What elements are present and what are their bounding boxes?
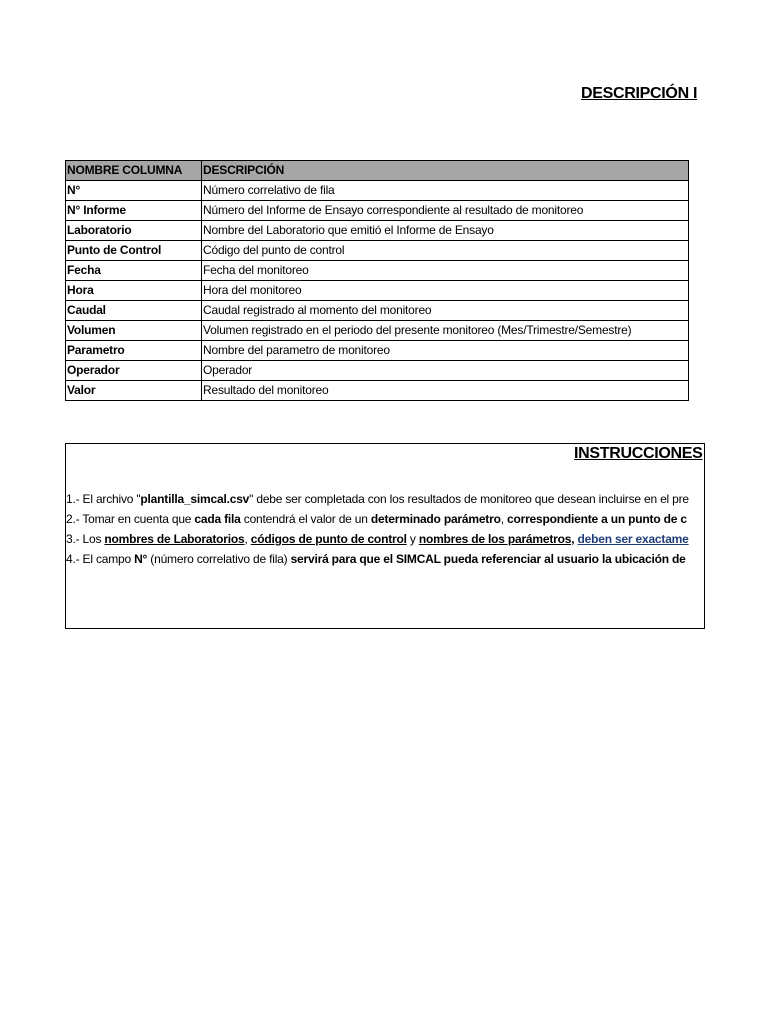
instruction-line-3 [66, 532, 689, 546]
column-description-cell: Fecha del monitoreo [202, 261, 689, 281]
instruction-line-4 [66, 552, 686, 566]
column-name-cell: Caudal [66, 301, 202, 321]
column-name-cell: N° Informe [66, 201, 202, 221]
instruction-text: 3.- Los [66, 532, 105, 546]
column-description-cell: Hora del monitoreo [202, 281, 689, 301]
header-nombre-columna: NOMBRE COLUMNA [66, 161, 202, 181]
instruction-emphasis: correspondiente a un punto de c [507, 512, 687, 526]
table-row [66, 261, 689, 281]
instruction-text: 1.- El archivo " [66, 492, 141, 506]
column-description-cell: Operador [202, 361, 689, 381]
column-description-cell: Nombre del Laboratorio que emitió el Informe de Ensayo [202, 221, 689, 241]
header-descripcion: DESCRIPCIÓN [202, 161, 689, 181]
table-header-row [66, 161, 689, 181]
table-row [66, 241, 689, 261]
column-name-cell: Parametro [66, 341, 202, 361]
column-name-cell: Volumen [66, 321, 202, 341]
column-description-cell: Volumen registrado en el periodo del presente monitoreo (Mes/Trimestre/Semestre) [202, 321, 689, 341]
column-description-cell: Caudal registrado al momento del monitoreo [202, 301, 689, 321]
instruction-text: contendrá el valor de un [240, 512, 371, 526]
instruction-line-2 [66, 512, 687, 526]
table-row [66, 321, 689, 341]
column-name-cell: Punto de Control [66, 241, 202, 261]
instruction-emphasis: nombres de los parámetros, [418, 532, 575, 546]
table-row [66, 381, 689, 401]
instruction-emphasis: nombres de Laboratorios [104, 532, 245, 546]
instruction-emphasis: códigos de punto de control [250, 532, 407, 546]
column-name-cell: Hora [66, 281, 202, 301]
instruction-line-1 [66, 492, 689, 506]
instruction-text: (número correlativo de fila) [147, 552, 291, 566]
page-title: DESCRIPCIÓN I [581, 85, 698, 102]
column-description-cell: Resultado del monitoreo [202, 381, 689, 401]
instruction-emphasis: cada fila [194, 512, 241, 526]
instruction-text: 4.- El campo [66, 552, 135, 566]
column-name-cell: N° [66, 181, 202, 201]
instruction-emphasis: determinado parámetro [370, 512, 501, 526]
column-description-table [65, 160, 689, 401]
instruction-filename: plantilla_simcal.csv [140, 492, 250, 506]
table-row [66, 301, 689, 321]
column-description-cell: Código del punto de control [202, 241, 689, 261]
instruction-text: " debe ser completada con los resultados de monitoreo que desean incluirse en el pre [249, 492, 689, 506]
column-description-cell: Número correlativo de fila [202, 181, 689, 201]
column-name-cell: Operador [66, 361, 202, 381]
instruction-text: 2.- Tomar en cuenta que [66, 512, 195, 526]
table-row [66, 221, 689, 241]
instruction-text: , [244, 532, 251, 546]
table-row [66, 201, 689, 221]
table-row [66, 281, 689, 301]
instruction-highlight: deben ser exactame [577, 532, 689, 546]
column-name-cell: Valor [66, 381, 202, 401]
table-row [66, 181, 689, 201]
column-name-cell: Laboratorio [66, 221, 202, 241]
column-description-cell: Nombre del parametro de monitoreo [202, 341, 689, 361]
instructions-title: INSTRUCCIONES [574, 445, 703, 462]
instruction-emphasis: N° [134, 552, 148, 566]
column-name-cell: Fecha [66, 261, 202, 281]
table-row [66, 341, 689, 361]
instruction-emphasis: servirá para que el SIMCAL pueda referenciar al usuario la ubicación de [290, 552, 686, 566]
column-description-cell: Número del Informe de Ensayo correspondiente al resultado de monitoreo [202, 201, 689, 221]
table-row [66, 361, 689, 381]
instruction-text: , [500, 512, 507, 526]
instruction-text: y [406, 532, 419, 546]
